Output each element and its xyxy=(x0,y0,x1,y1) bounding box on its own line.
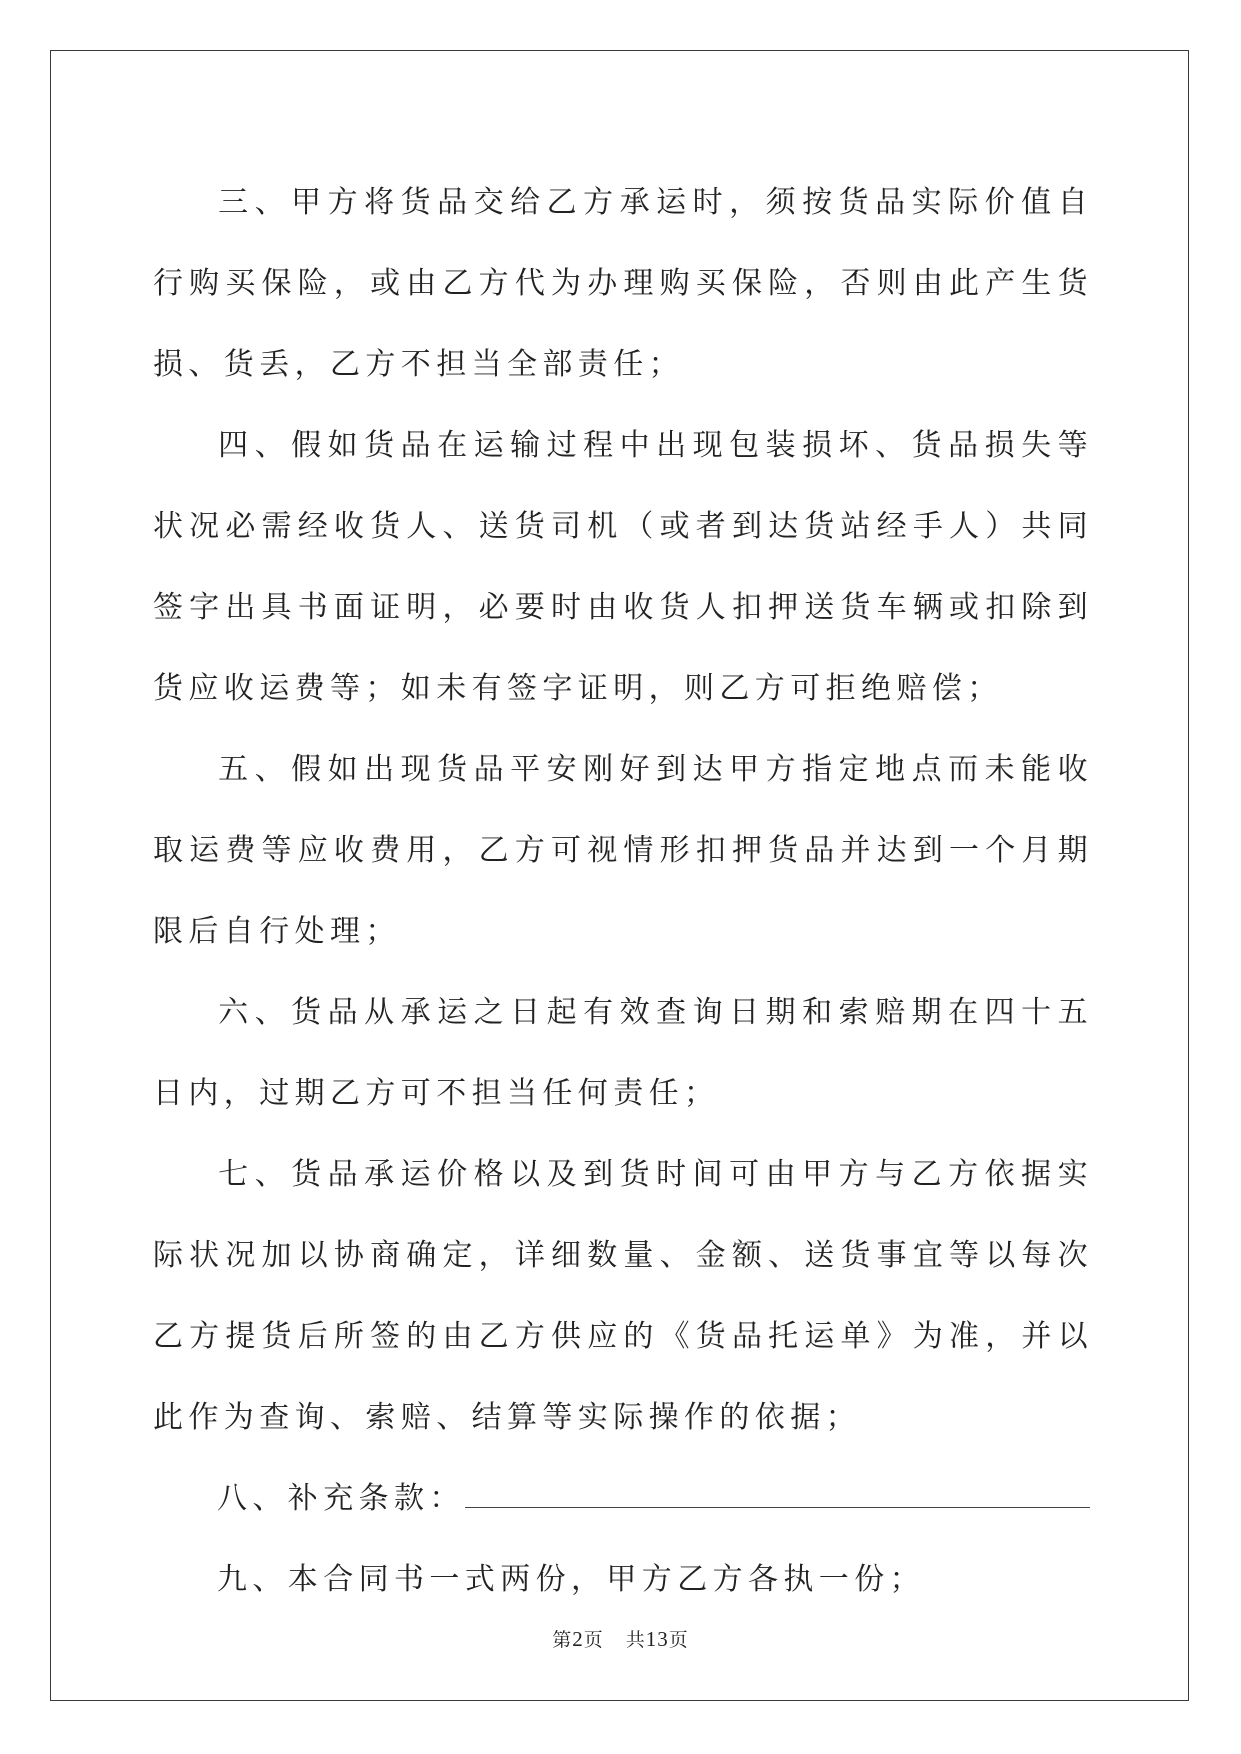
clause-3 xyxy=(153,162,1093,405)
document-body xyxy=(153,162,1093,1620)
clause-3-text: 三、甲方将货品交给乙方承运时，须按货品实际价值自行购买保险，或由乙方代为办理购买保险，否则由此产生货损、货丢，乙方不担当全部责任； xyxy=(153,185,1093,382)
clause-7-text: 七、货品承运价格以及到货时间可由甲方与乙方依据实际状况加以协商确定，详细数量、金额、送货事宜等以每次乙方提货后所签的由乙方供应的《货品托运单》为准，并以此作为查询、索赔、结算等实际操作的依据； xyxy=(153,1157,1093,1435)
page-number: 2 xyxy=(572,1627,584,1651)
supplement-label: 八、补充条款： xyxy=(217,1481,465,1516)
clause-9 xyxy=(153,1539,1093,1620)
page-prefix: 第 xyxy=(552,1629,573,1651)
total-pages: 13 xyxy=(645,1627,669,1651)
clause-5 xyxy=(153,729,1093,972)
clause-6-text: 六、货品从承运之日起有效查询日期和索赔期在四十五日内，过期乙方可不担当任何责任； xyxy=(153,995,1093,1111)
clause-5-text: 五、假如出现货品平安刚好到达甲方指定地点而未能收取运费等应收费用，乙方可视情形扣押货品并达到一个月期限后自行处理； xyxy=(153,752,1093,949)
clause-9-text: 九、本合同书一式两份，甲方乙方各执一份； xyxy=(217,1562,925,1597)
total-suffix: 页 xyxy=(668,1629,689,1651)
clause-6 xyxy=(153,972,1093,1134)
clause-7 xyxy=(153,1134,1093,1458)
clause-4-text: 四、假如货品在运输过程中出现包装损坏、货品损失等状况必需经收货人、送货司机（或者到达货站经手人）共同签字出具书面证明，必要时由收货人扣押送货车辆或扣除到货应收运费等；如未有签字证明，则乙方可拒绝赔偿； xyxy=(153,428,1093,706)
clause-8 xyxy=(153,1458,1093,1539)
total-prefix: 共 xyxy=(625,1629,646,1651)
page-suffix: 页 xyxy=(583,1629,604,1651)
page-footer xyxy=(0,1625,1241,1652)
clause-4 xyxy=(153,405,1093,729)
supplement-blank-line xyxy=(465,1481,1090,1508)
